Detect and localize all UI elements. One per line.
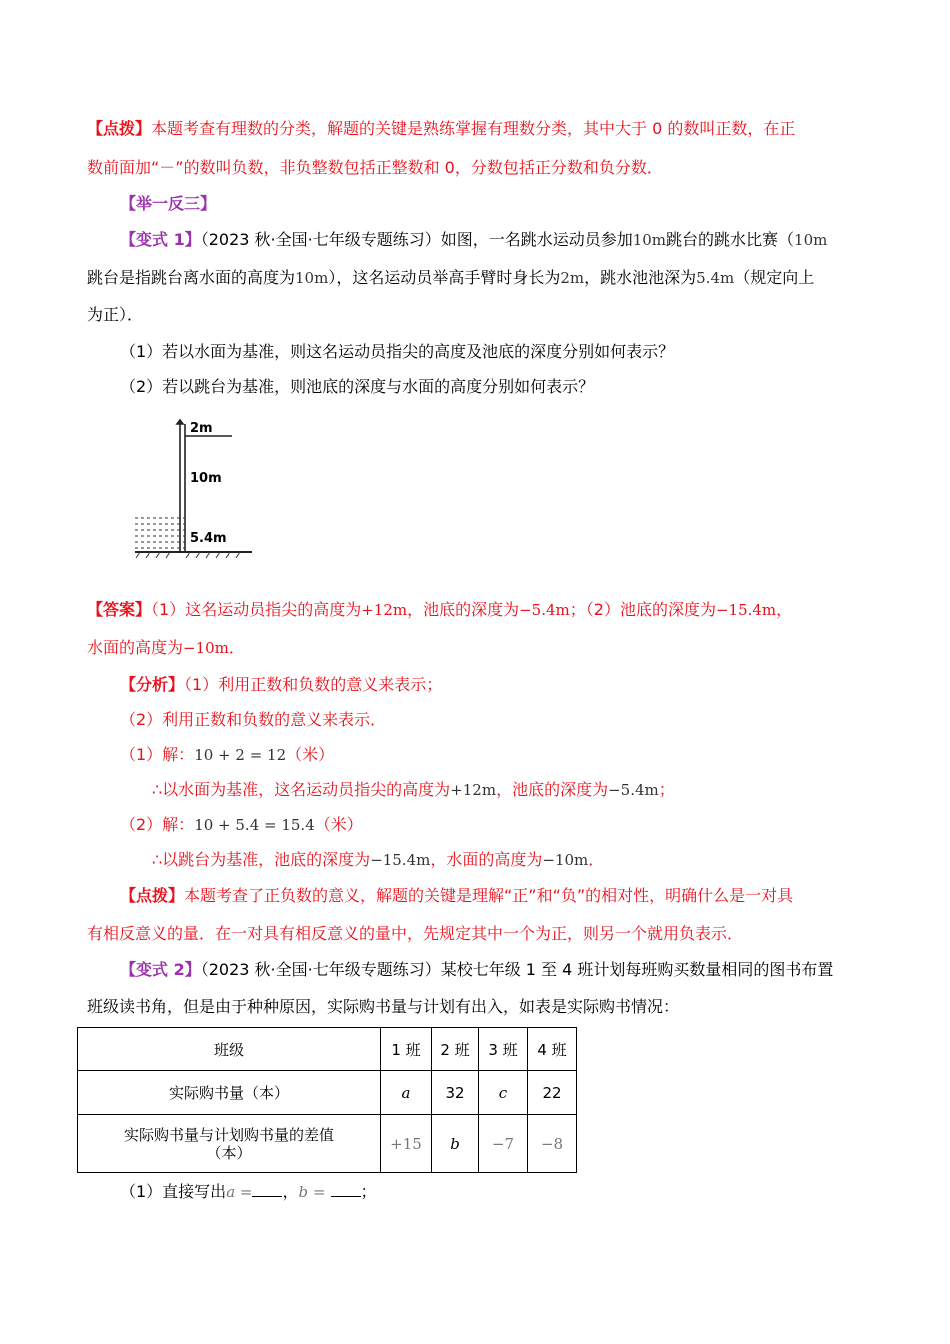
figure-label-10m: 10m [190, 471, 222, 486]
figure-arrow [177, 420, 183, 424]
table-cell: 22 [528, 1071, 577, 1115]
answer-line-1: 【答案】（1）这名运动员指尖的高度为+12m，池底的深度为−5.4m；（2）池底的深度为−15.4m， [87, 600, 793, 619]
table-cell: b [432, 1115, 479, 1173]
solution-1: （1）解：10 + 2 = 12（米） [120, 745, 335, 764]
variant2-tag: 【变式 2】 [120, 960, 201, 979]
variant1-line-2: 跳台是指跳台离水面的高度为10m），这名运动员举高手臂时身长为2m，跳水池池深为5.4m（规定向上 [87, 268, 815, 287]
analysis-line-1: 【分析】（1）利用正数和负数的意义来表示； [120, 675, 443, 694]
variant1-question-2: （2）若以跳台为基准，则池底的深度与水面的高度分别如何表示？ [120, 377, 595, 396]
table-header-cell: 1 班 [381, 1028, 432, 1071]
tip2-line-1: 【点拨】本题考查了正负数的意义，解题的关键是理解“正”和“负”的相对性，明确什么是一对具 [120, 886, 794, 905]
variant2-question-1: （1）直接写出a = ，b = ； [120, 1182, 377, 1201]
table-cell: c [479, 1071, 528, 1115]
solution-2-conclusion: ∴以跳台为基准，池底的深度为−15.4m，水面的高度为−10m． [152, 850, 605, 869]
variant2-line-2: 班级读书角，但是由于种种原因，实际购书量与计划有出入，如表是实际购书情况： [87, 997, 680, 1016]
variant1-line-1: 【变式 1】（2023 秋·全国·七年级专题练习）如图，一名跳水运动员参加10m跳台的跳水比赛（10m [120, 230, 828, 249]
tip2-tag: 【点拨】 [120, 886, 185, 905]
tip-line-2: 数前面加“－”的数叫负数，非负整数包括正整数和 0，分数包括正分数和负分数． [87, 158, 663, 177]
solution-1-conclusion: ∴以水面为基准，这名运动员指尖的高度为+12m，池底的深度为−5.4m； [152, 780, 675, 799]
table-header-cell: 2 班 [432, 1028, 479, 1071]
answer-tag: 【答案】 [87, 600, 152, 619]
purchase-table [77, 1027, 577, 1173]
figure-label-54m: 5.4m [190, 531, 227, 546]
tip-line-1: 【点拨】本题考查有理数的分类，解题的关键是熟练掌握有理数分类，其中大于 0 的数叫正数，在正 [87, 119, 796, 138]
diving-figure [130, 412, 270, 572]
tip2-line-2: 有相反意义的量．在一对具有相反意义的量中，先规定其中一个为正，则另一个就用负表示． [87, 924, 744, 943]
variant1-tag: 【变式 1】 [120, 230, 201, 249]
answer-blank-b[interactable] [331, 1180, 361, 1197]
analysis-line-2: （2）利用正数和负数的意义来表示． [120, 710, 387, 729]
analysis-tag: 【分析】 [120, 675, 185, 694]
table-cell: −7 [479, 1115, 528, 1173]
table-header-cell: 3 班 [479, 1028, 528, 1071]
variant2-line-1: 【变式 2】（2023 秋·全国·七年级专题练习）某校七年级 1 至 4 班计划每班购买数量相同的图书布置 [120, 960, 834, 979]
table-cell: 32 [432, 1071, 479, 1115]
answer-blank-a[interactable] [252, 1180, 282, 1197]
table-cell: 实际购书量与计划购书量的差值 （本） [78, 1115, 381, 1173]
table-header-cell: 4 班 [528, 1028, 577, 1071]
figure-water [135, 518, 185, 548]
variant1-question-1: （1）若以水面为基准，则这名运动员指尖的高度及池底的深度分别如何表示？ [120, 342, 675, 361]
tip-tag: 【点拨】 [87, 119, 152, 138]
table-row [78, 1115, 577, 1173]
solution-2: （2）解：10 + 5.4 = 15.4（米） [120, 815, 363, 834]
variant1-line-3: 为正）． [87, 305, 144, 324]
table-cell: a [381, 1071, 432, 1115]
figure-label-2m: 2m [190, 421, 213, 436]
answer-line-2: 水面的高度为−10m． [87, 638, 245, 657]
section-title: 【举一反三】 [120, 194, 217, 213]
table-header-cell: 班级 [78, 1028, 381, 1071]
table-row [78, 1071, 577, 1115]
table-cell: −8 [528, 1115, 577, 1173]
table-cell: 实际购书量（本） [78, 1071, 381, 1115]
table-header-row [78, 1028, 577, 1071]
table-cell: +15 [381, 1115, 432, 1173]
